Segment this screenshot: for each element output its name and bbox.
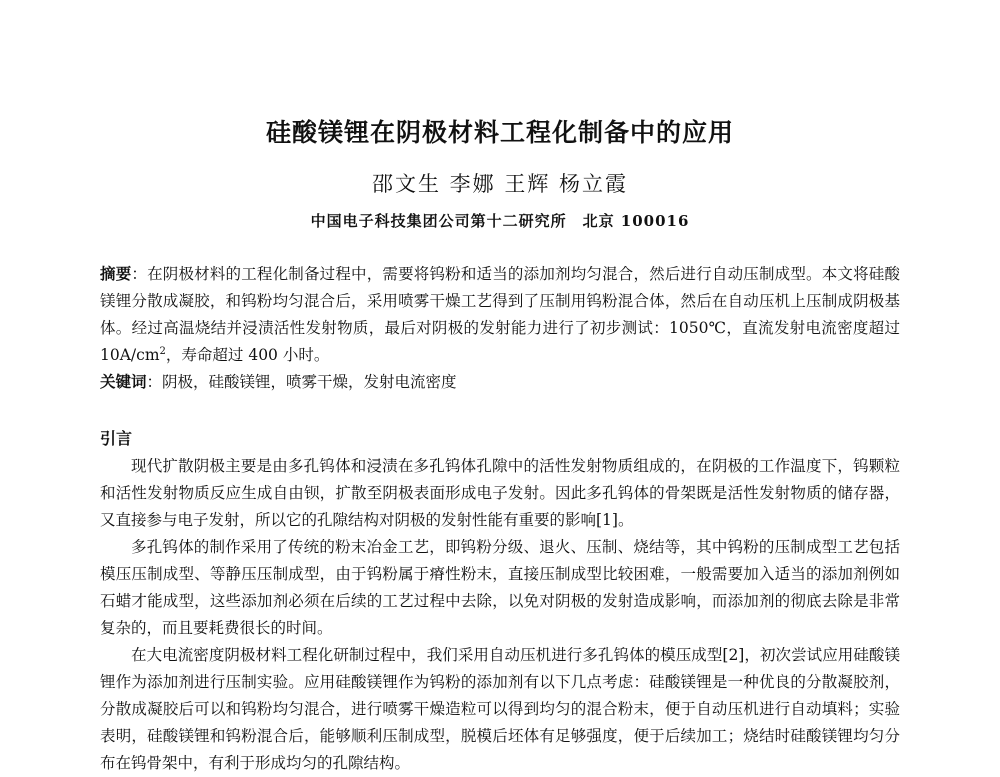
abstract-text-end: ，寿命超过 400 小时。 (165, 346, 330, 364)
affiliation-line (0, 210, 1000, 231)
intro-paragraph-2: 多孔钨体的制作采用了传统的粉末冶金工艺，即钨粉分级、退火、压制、烧结等，其中钨粉的压制成型工艺包括模压压制成型、等静压压制成型，由于钨粉属于瘠性粉末，直接压制成型比较困难，一般需要加入适当的添加剂例如石蜡才能成型，这些添加剂必须在后续的工艺过程中去除，以免对阴极的发射造成影响，而添加剂的彻底去除是非常复杂的，而且要耗费很长的时间。 (100, 538, 900, 637)
abstract-text: ：在阴极材料的工程化制备过程中，需要将钨粉和适当的添加剂均匀混合，然后进行自动压制成型。本文将硅酸镁锂分散成凝胶，和钨粉均匀混合后，采用喷雾干燥工艺得到了压制用钨粉混合体，然后在自动压机上压制成阴极基体。经过高温烧结并浸渍活性发射物质，最后对阴极的发射能力进行了初步测试：1050℃，直流发射电流密度超过 10A/cm (100, 265, 900, 364)
paper-title: 硅酸镁锂在阴极材料工程化制备中的应用 (265, 118, 734, 147)
affiliation-name: 中国电子科技集团公司第十二研究所 (310, 212, 567, 230)
keywords (100, 369, 900, 396)
intro-paragraph-3: 在大电流密度阴极材料工程化研制过程中，我们采用自动压机进行多孔钨体的模压成型[2]，初次尝试应用硅酸镁锂作为添加剂进行压制实验。应用硅酸镁锂作为钨粉的添加剂有以下几点考虑：硅酸镁锂是一种优良的分散凝胶剂，分散成凝胶后可以和钨粉均匀混合，进行喷雾干燥造粒可以得到均匀的混合粉末，便于自动压机进行自动填料；实验表明，硅酸镁锂和钨粉混合后，能够顺利压制成型，脱模后坯体有足够强度，便于后续加工；烧结时硅酸镁锂均匀分布在钨骨架中，有利于形成均匀的孔隙结构。 (100, 646, 900, 772)
abstract-label: 摘要 (100, 265, 132, 283)
intro-paragraph-1: 现代扩散阴极主要是由多孔钨体和浸渍在多孔钨体孔隙中的活性发射物质组成的，在阴极的工作温度下，钨颗粒和活性发射物质反应生成自由钡，扩散至阴极表面形成电子发射。因此多孔钨体的骨架既是活性发射物质的储存器，又直接参与电子发射，所以它的孔隙结构对阴极的发射性能有重要的影响[1]。 (100, 457, 900, 529)
affiliation-city: 北京 100016 (582, 212, 690, 230)
author-list: 邵文生 李娜 王辉 杨立霞 (371, 172, 629, 196)
keywords-text: ：阴极，硅酸镁锂，喷雾干燥，发射电流密度 (146, 373, 457, 391)
keywords-label: 关键词 (100, 373, 147, 391)
abstract-superscript: 2 (159, 345, 166, 357)
intro-body (100, 453, 900, 777)
abstract (100, 261, 900, 369)
section-heading-intro: 引言 (100, 429, 133, 448)
